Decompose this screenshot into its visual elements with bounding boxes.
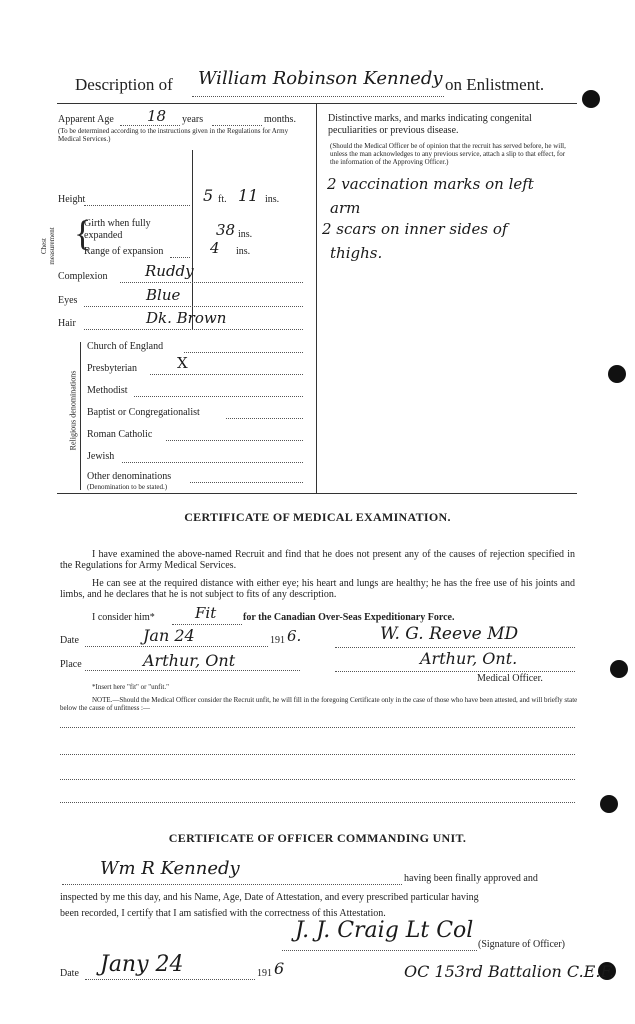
box-divider bbox=[316, 103, 317, 493]
medical-para-1: I have examined the above-named Recruit and find that he does not present any of the causes of rejection specified in the Regulations for Army Medical Services. bbox=[60, 549, 575, 571]
age-months: months. bbox=[264, 114, 296, 125]
age-years: years bbox=[182, 114, 204, 125]
denomination-church-of-england: Church of England bbox=[87, 341, 164, 352]
complexion-line bbox=[120, 282, 303, 283]
commanding-name-line bbox=[62, 884, 402, 885]
med-year-prefix: 191 bbox=[270, 635, 285, 646]
height-ft-value: 5 bbox=[203, 186, 214, 205]
unfit-line bbox=[60, 754, 575, 755]
denomination-line bbox=[184, 352, 303, 353]
consider-suffix: for the Canadian Over-Seas Expeditionary Force. bbox=[243, 612, 455, 623]
religion-label: Religious denominations bbox=[68, 370, 78, 451]
name-line bbox=[192, 96, 444, 97]
unfit-line bbox=[60, 802, 575, 803]
range-unit: ins. bbox=[236, 246, 251, 257]
denomination-line bbox=[190, 482, 303, 483]
medical-officer-label: Medical Officer. bbox=[477, 673, 543, 684]
punch-hole bbox=[610, 660, 628, 678]
girth-value: 38 bbox=[216, 221, 236, 239]
eyes-line bbox=[84, 306, 303, 307]
age-label: Apparent Age bbox=[58, 114, 114, 125]
recruit-name: William Robinson Kennedy bbox=[198, 68, 443, 89]
unfit-line bbox=[60, 727, 575, 728]
girth-unit: ins. bbox=[238, 229, 253, 240]
med-date-line bbox=[85, 646, 268, 647]
marks-line-4: thighs. bbox=[330, 244, 383, 262]
commanding-line-2: inspected by me this day, and his Name, Age, Date of Attestation, and every prescribed particular having bbox=[60, 892, 479, 903]
cmd-date-line bbox=[85, 979, 255, 980]
med-place-right-line bbox=[335, 671, 575, 672]
marks-note: (Should the Medical Officer be of opinion that the recruit has served before, he will, unless the man acknowledges to any previous service, attach a slip to that effect, for the information of the Approving Officer.) bbox=[330, 142, 566, 166]
commanding-name: Wm R Kennedy bbox=[100, 858, 240, 879]
med-place-line bbox=[85, 670, 300, 671]
cmd-date-value: Jany 24 bbox=[100, 952, 184, 977]
denomination-other: Other denominations bbox=[87, 471, 172, 482]
age-value: 18 bbox=[147, 107, 167, 125]
box-top bbox=[57, 103, 577, 104]
height-in: ins. bbox=[265, 194, 280, 205]
cmd-year-prefix: 191 bbox=[257, 968, 272, 979]
girth-label: Girth when fully expanded bbox=[84, 218, 151, 241]
denomination-methodist: Methodist bbox=[87, 385, 128, 396]
unit-note: OC 153rd Battalion C.E.F. bbox=[404, 962, 615, 981]
consider-value: Fit bbox=[195, 604, 217, 622]
marks-heading: Distinctive marks, and marks indicating congenital peculiarities or previous disease. bbox=[328, 113, 532, 136]
marks-line-2: arm bbox=[330, 199, 361, 217]
denomination-jewish: Jewish bbox=[87, 451, 115, 462]
med-date-value: Jan 24 bbox=[143, 626, 195, 645]
chest-brace: { bbox=[74, 213, 92, 253]
height-line bbox=[84, 205, 190, 206]
med-place-value: Arthur, Ont bbox=[143, 651, 236, 670]
box-bottom bbox=[57, 493, 577, 494]
complexion-label: Complexion bbox=[58, 271, 108, 282]
unfit-note: NOTE.—Should the Medical Officer consider the Recruit unfit, he will fill in the foregoing Certificate only in the case of those who have been attested, and will briefly state below the cause of unfitness :— bbox=[60, 696, 578, 712]
header-suffix: on Enlistment. bbox=[445, 75, 545, 94]
commanding-signature: J. J. Craig Lt Col bbox=[295, 918, 474, 943]
medical-para-2: He can see at the required distance with either eye; his heart and lungs are healthy; he has the free use of his joints and limbs, and he declares that he is not subject to fits of any description. bbox=[60, 578, 575, 600]
insert-note: *Insert here "fit" or "unfit." bbox=[92, 683, 169, 691]
denomination-line bbox=[122, 462, 303, 463]
chest-label: Chest measurement bbox=[40, 227, 56, 265]
med-date-label: Date bbox=[60, 635, 79, 646]
consider-line bbox=[172, 624, 242, 625]
complexion-value: Ruddy bbox=[145, 262, 194, 280]
punch-hole bbox=[582, 90, 600, 108]
range-value: 4 bbox=[210, 239, 220, 257]
punch-hole bbox=[600, 795, 618, 813]
denomination-presbyterian: Presbyterian bbox=[87, 363, 137, 374]
unfit-line bbox=[60, 779, 575, 780]
hair-value: Dk. Brown bbox=[146, 309, 227, 327]
months-line bbox=[212, 125, 262, 126]
denomination-baptist: Baptist or Congregationalist bbox=[87, 407, 200, 418]
denomination-roman-catholic: Roman Catholic bbox=[87, 429, 153, 440]
medical-title: CERTIFICATE OF MEDICAL EXAMINATION. bbox=[184, 510, 451, 524]
med-place-label: Place bbox=[60, 659, 82, 670]
signature-label: (Signature of Officer) bbox=[478, 939, 566, 950]
denomination-line bbox=[166, 440, 303, 441]
header-prefix: Description of bbox=[75, 75, 173, 94]
denomination-note: (Denomination to be stated.) bbox=[87, 483, 168, 491]
height-in-value: 11 bbox=[238, 186, 259, 205]
age-note: (To be determined according to the instructions given in the Regulations for Army Medical Services.) bbox=[58, 127, 289, 143]
commanding-line-1: having been finally approved and bbox=[404, 873, 538, 884]
punch-hole bbox=[608, 365, 626, 383]
med-sig-line bbox=[335, 647, 575, 648]
cmd-date-label: Date bbox=[60, 968, 79, 979]
marks-line-3: 2 scars on inner sides of bbox=[322, 220, 508, 238]
denomination-line bbox=[134, 396, 303, 397]
denomination-line bbox=[226, 418, 303, 419]
med-year-value: 6. bbox=[287, 627, 302, 645]
age-line bbox=[120, 125, 180, 126]
commanding-title: CERTIFICATE OF OFFICER COMMANDING UNIT. bbox=[168, 831, 467, 845]
range-label: Range of expansion bbox=[84, 246, 164, 257]
presbyterian-mark: X bbox=[177, 354, 188, 372]
hair-label: Hair bbox=[58, 318, 76, 329]
measure-divider bbox=[192, 150, 193, 330]
eyes-value: Blue bbox=[146, 286, 181, 304]
medical-signature: W. G. Reeve MD bbox=[380, 624, 519, 644]
cmd-year-value: 6 bbox=[274, 959, 285, 978]
hair-line bbox=[84, 329, 303, 330]
commanding-sig-line bbox=[282, 950, 477, 951]
commanding-line-3: been recorded, I certify that I am satisfied with the correctness of this Attestation. bbox=[60, 908, 386, 919]
range-line bbox=[170, 257, 190, 258]
eyes-label: Eyes bbox=[58, 295, 78, 306]
marks-line-1: 2 vaccination marks on left bbox=[327, 175, 534, 193]
consider-prefix: I consider him* bbox=[92, 612, 155, 623]
height-label: Height bbox=[58, 194, 86, 205]
religion-bracket bbox=[80, 342, 81, 490]
denomination-line bbox=[150, 374, 303, 375]
height-ft: ft. bbox=[218, 194, 227, 205]
med-place-right: Arthur, Ont. bbox=[420, 649, 518, 668]
